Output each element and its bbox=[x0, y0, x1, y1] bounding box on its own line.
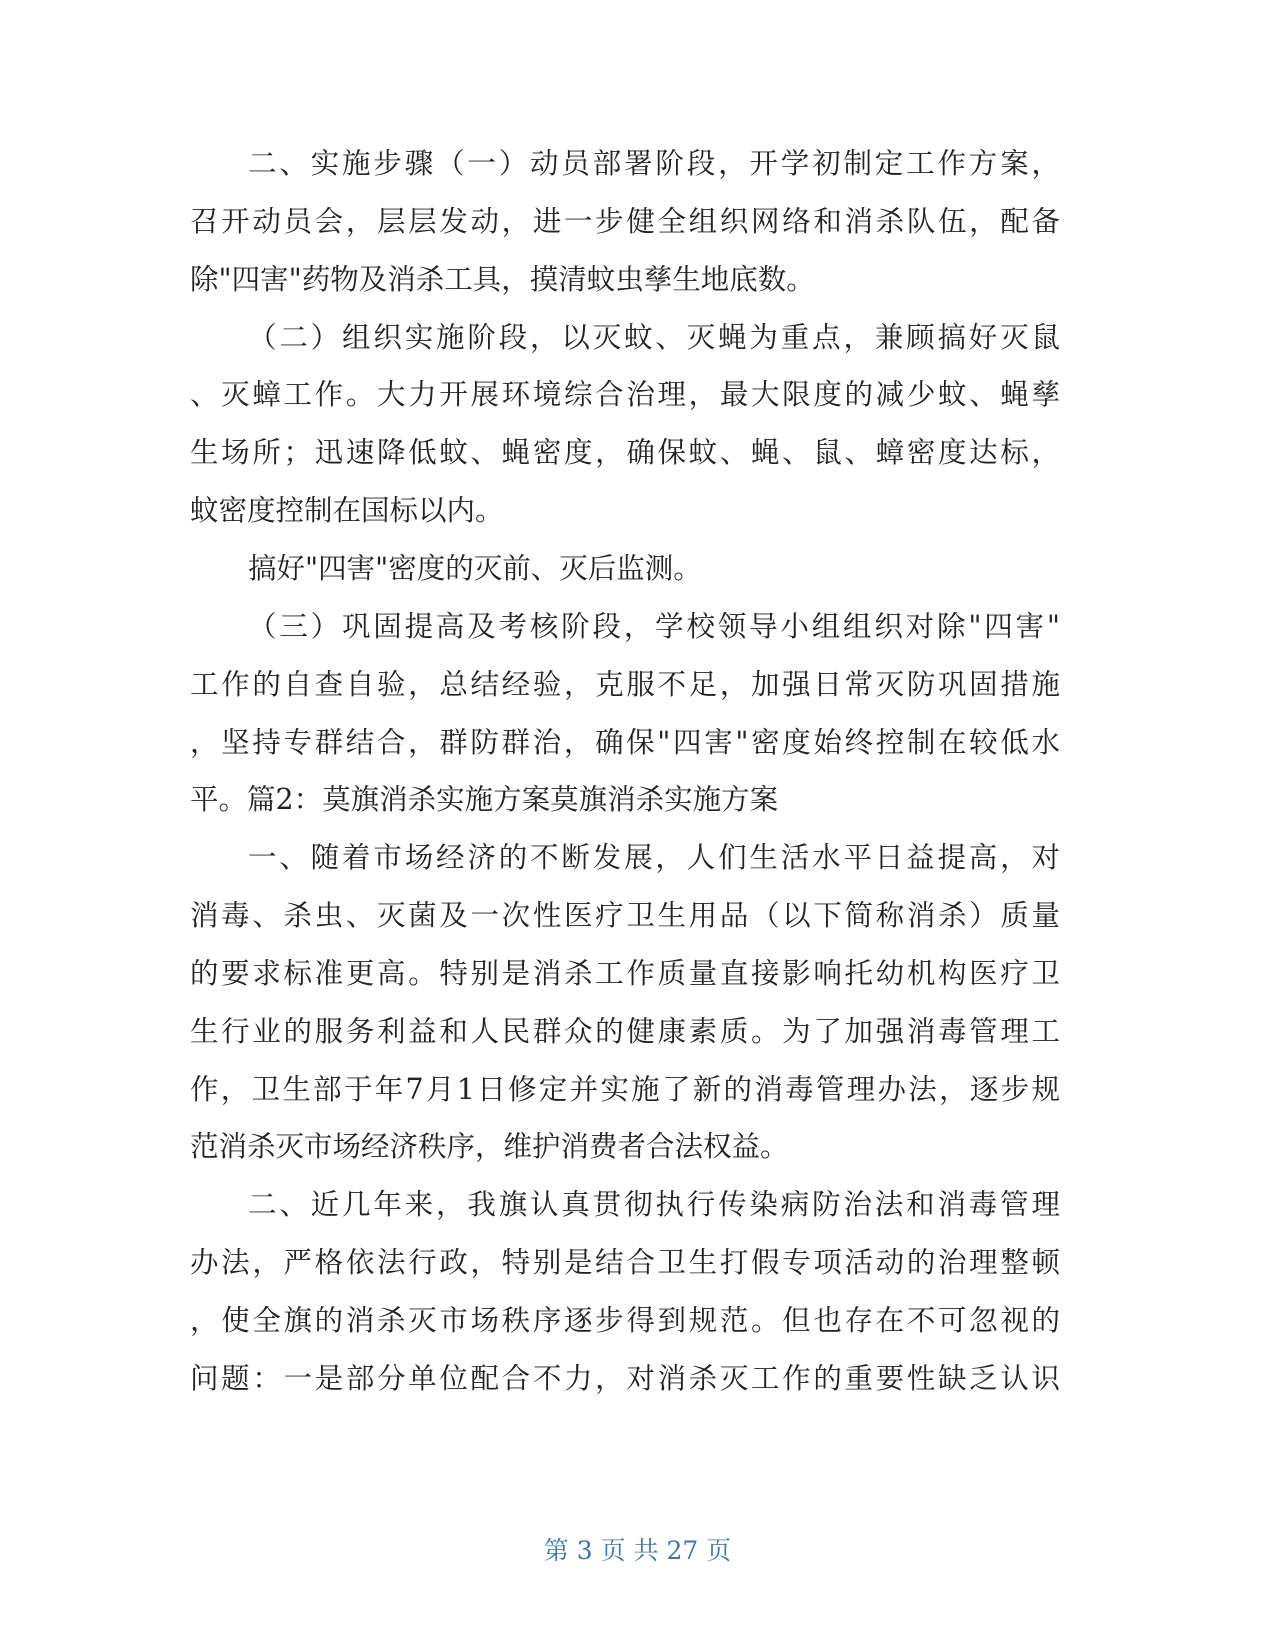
text-line: 问题：一是部分单位配合不力，对消杀灭工作的重要性缺乏认识 bbox=[190, 1362, 1060, 1395]
text-line: 平。篇2：莫旗消杀实施方案莫旗消杀实施方案 bbox=[190, 783, 779, 816]
text-line: 一、随着市场经济的不断发展，人们生活水平日益提高，对 bbox=[248, 841, 1060, 874]
text-line: ，坚持专群结合，群防群治，确保"四害"密度始终控制在较低水 bbox=[190, 726, 1060, 759]
page-number-footer: 第 3 页 共 27 页 bbox=[543, 1536, 732, 1565]
text-line: 作，卫生部于年7月1日修定并实施了新的消毒管理办法，逐步规 bbox=[190, 1073, 1060, 1106]
text-line: 范消杀灭市场经济秩序，维护消费者合法权益。 bbox=[190, 1130, 789, 1163]
text-line: 蚊密度控制在国标以内。 bbox=[190, 494, 504, 527]
text-line: 生行业的服务利益和人民群众的健康素质。为了加强消毒管理工 bbox=[190, 1015, 1060, 1048]
text-line: ，使全旗的消杀灭市场秩序逐步得到规范。但也存在不可忽视的 bbox=[190, 1304, 1060, 1337]
text-line: 搞好"四害"密度的灭前、灭后监测。 bbox=[248, 552, 702, 585]
text-line: 二、近几年来，我旗认真贯彻执行传染病防治法和消毒管理 bbox=[248, 1188, 1060, 1221]
text-line: 二、实施步骤（一）动员部署阶段，开学初制定工作方案， bbox=[248, 147, 1060, 180]
text-line: 召开动员会，层层发动，进一步健全组织网络和消杀队伍，配备 bbox=[190, 205, 1060, 238]
text-line: 消毒、杀虫、灭菌及一次性医疗卫生用品（以下简称消杀）质量 bbox=[190, 899, 1060, 932]
text-line: 工作的自查自验，总结经验，克服不足，加强日常灭防巩固措施 bbox=[190, 668, 1060, 701]
text-line: 的要求标准更高。特别是消杀工作质量直接影响托幼机构医疗卫 bbox=[190, 957, 1060, 990]
text-line: 生场所；迅速降低蚊、蝇密度，确保蚊、蝇、鼠、蟑密度达标， bbox=[190, 436, 1060, 469]
text-line: 办法，严格依法行政，特别是结合卫生打假专项活动的治理整顿 bbox=[190, 1246, 1060, 1279]
text-line: 除"四害"药物及消杀工具，摸清蚊虫孳生地底数。 bbox=[190, 263, 815, 296]
text-line: 、灭蟑工作。大力开展环境综合治理，最大限度的减少蚊、蝇孳 bbox=[190, 378, 1060, 411]
text-line: （三）巩固提高及考核阶段，学校领导小组组织对除"四害" bbox=[248, 610, 1060, 643]
text-line: （二）组织实施阶段，以灭蚊、灭蝇为重点，兼顾搞好灭鼠 bbox=[248, 321, 1060, 354]
